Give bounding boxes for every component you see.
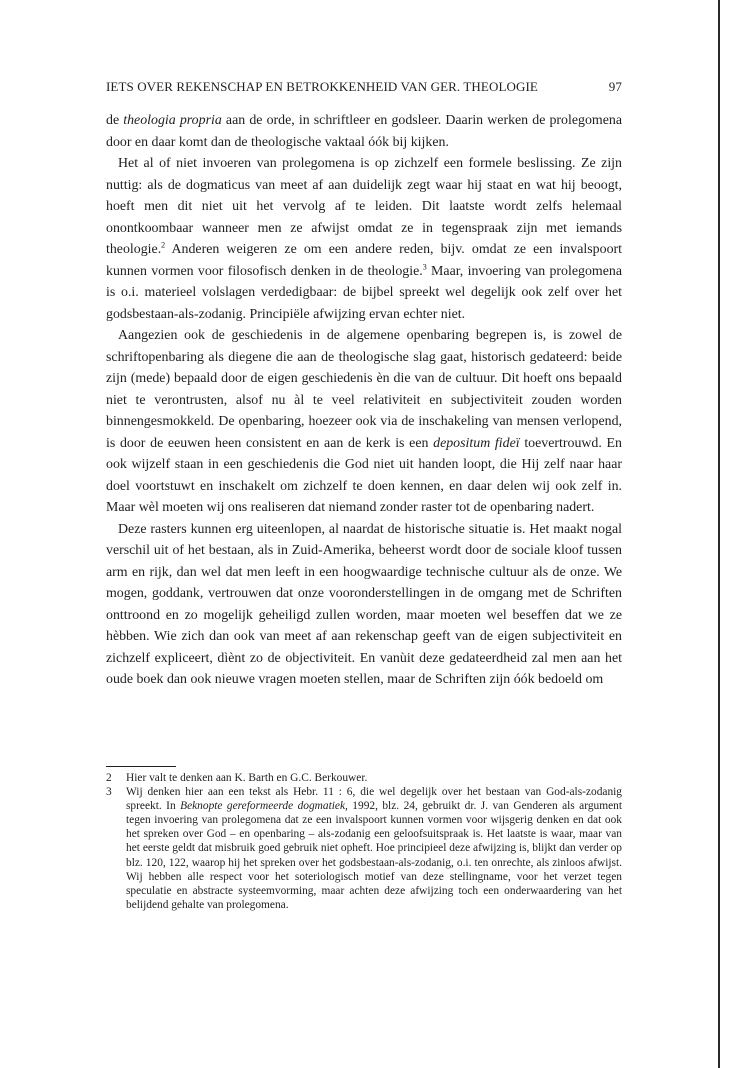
main-text bbox=[106, 110, 622, 691]
italic-title: Beknopte gereformeerde dogmatiek bbox=[180, 800, 346, 813]
text-run: Anderen weigeren ze om een andere reden, bijv. omdat ze een invalspoort kunnen vormen voor filosofisch denken in de theologie. bbox=[106, 242, 622, 279]
footnote-ref-2[interactable]: 2 bbox=[161, 240, 166, 250]
paragraph-4 bbox=[106, 519, 622, 691]
paragraph-1 bbox=[106, 110, 622, 153]
text-run: Aangezien ook de geschiedenis in de algemene openbaring begrepen is, is zowel de schriftopenbaring als diegene die aan de theologische slag gaat, historisch gedateerd: beide zijn (mede) bepaald door de eigen geschiedenis èn die van de cultuur. Dit hoeft ons bepaald niet te verontrusten, alsof nu àl te veel relativiteit en subjectiviteit zouden worden binnengesmokkeld. De openbaring, hoezeer ook via de inschakeling van mensen verlopend, is door de eeuwen heen consistent en aan de kerk is een bbox=[106, 328, 622, 451]
text-run: de bbox=[106, 113, 124, 128]
italic-term: depositum fideï bbox=[433, 435, 520, 451]
text-run: Wij denken hier aan een tekst als Hebr. 11 : 6, die wel degelijk over het bestaan van God-als-zodanig spreekt. In bbox=[126, 786, 622, 813]
footnote-separator bbox=[106, 766, 176, 767]
text-run: Deze rasters kunnen erg uiteenlopen, al naardat de historische situatie is. Het maakt nogal verschil uit of het bestaan, als in Zuid-Amerika, beheerst wordt door de sociale kloof tussen arm en rijk, dan wel dat men leeft in een hoogwaardige technische cultuur als de onze. We mogen, goddank, vertrouwen dat onze vooronderstellingen in de omgang met de Schriften onttroond en zo mogelijk geheiligd zullen worden, maar moeten wel beseffen dat we ze hèbben. Wie zich dan ook van meet af aan rekenschap geeft van de eigen subjectiviteit en zichzelf expliceert, dìènt zo de objectiviteit. En vanùit deze gedateerdheid zal men aan het oude boek dan ook nieuwe vragen moeten stellen, maar de Schriften zijn óók bedoeld om bbox=[106, 521, 622, 687]
running-title: IETS OVER REKENSCHAP EN BETROKKENHEID VAN GER. THEOLOGIE bbox=[106, 79, 538, 94]
footnote-2 bbox=[106, 771, 622, 785]
italic-term: theologia propria bbox=[123, 113, 222, 128]
footnotes bbox=[106, 771, 622, 912]
text-run: toevertrouwd. En ook wijzelf staan in een geschiedenis die God niet uit handen loopt, die Hij zelf naar haar doel voortstuwt en inschakelt om zichzelf te doen kennen, en daar delen wij ook zelf in. Maar wèl moeten wij ons realiseren dat niemand zonder raster tot de openbaring nadert. bbox=[106, 435, 622, 515]
paragraph-3 bbox=[106, 325, 622, 519]
footnote-ref-3[interactable]: 3 bbox=[422, 261, 427, 271]
text-run: Het al of niet invoeren van prolegomena is op zichzelf een formele beslissing. Ze zijn nuttig: als de dogmaticus van meet af aan duidelijk zegt waar hij staat en wat hij beoogt, hoeft men dit niet uit het vervolg af te leiden. Dit laatste wordt zelfs helemaal onontkoombaar wanneer men ze afwijst omdat ze in tegenspraak zijn met iemands theologie. bbox=[106, 156, 622, 257]
text-run: aan de orde, in schriftleer en godsleer. Daarin werken de prolegomena door en daar komt dan de theologische vaktaal óók bij kijken. bbox=[106, 113, 623, 150]
page-number: 97 bbox=[608, 79, 622, 94]
paragraph-2 bbox=[106, 153, 622, 325]
footnote-number: 2 bbox=[106, 772, 112, 784]
footnote-text bbox=[126, 785, 622, 912]
scan-page-edge bbox=[718, 0, 720, 1068]
text-run: , 1992, blz. 24, gebruikt dr. J. van Genderen als argument tegen invoering van prolegomena dat ze een invalspoort kunnen vormen voor wijsgerig denken en dat ook het spreken over God – en openbaring – als-zodanig een geloofsuitspraak is. Het laatste is waar, maar van het eerste geldt dat misbruik goed gebruik niet opheft. Hoe principieel deze afwijzing is, blijkt dan verder op blz. 120, 122, waarop hij het spreken over het godsbestaan-als-zodanig, o.i. ten onrechte, als zinloos afwijst. Wij hebben alle respect voor het soteriologisch motief van deze stellingname, voor het verzet tegen speculatie en abstracte systeemvorming, maar achten deze afwijzing toch een onderwaardering van het belijdend gehalte van prolegomena. bbox=[126, 800, 622, 911]
text-run: Maar, invoering van prolegomena is o.i. materieel volslagen verdedigbaar: de bijbel spreekt wel degelijk ook zelf over het godsbestaan-als-zodanig. Principiële afwijzing ervan echter niet. bbox=[106, 263, 622, 322]
footnote-text: Hier valt te denken aan K. Barth en G.C. Berkouwer. bbox=[126, 772, 368, 784]
running-header bbox=[106, 79, 622, 95]
footnote-3 bbox=[106, 785, 622, 912]
footnote-number: 3 bbox=[106, 786, 112, 799]
